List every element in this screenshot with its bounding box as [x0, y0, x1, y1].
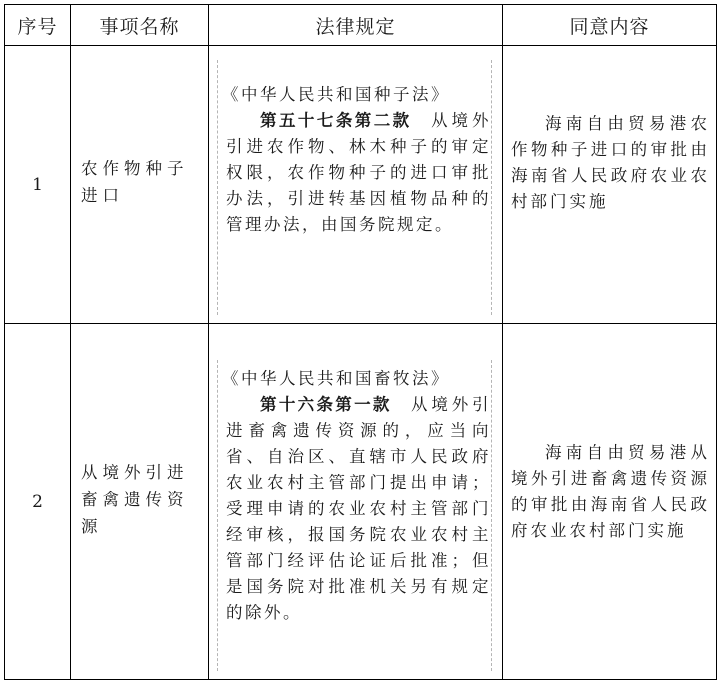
agreed-content: 海南自由贸易港从境外引进畜禽遗传资源的审批由海南省人民政府农业农村部门实施	[511, 442, 710, 540]
law-title: 《中华人民共和国种子法》	[222, 85, 450, 104]
header-index: 序号	[5, 5, 71, 46]
table-row	[5, 46, 717, 324]
agreed-content-cell	[503, 324, 717, 680]
law-text-frame	[217, 360, 492, 671]
approval-items-table	[4, 4, 717, 680]
row-index: 2	[5, 324, 71, 680]
law-body: 从境外引进农作物、林木种子的审定权限，农作物种子的进口审批办法，引进转基因植物品种的管理办法，由国务院规定。	[226, 111, 492, 234]
header-legal-provision: 法律规定	[209, 5, 503, 46]
law-text-frame	[217, 60, 492, 315]
legal-provision-text	[218, 360, 491, 626]
item-name-cell	[71, 324, 209, 680]
row-index: 1	[5, 46, 71, 324]
legal-provision-cell	[209, 46, 503, 324]
agreed-content-cell	[503, 46, 717, 324]
law-title: 《中华人民共和国畜牧法》	[222, 369, 450, 388]
header-agreed-content: 同意内容	[503, 5, 717, 46]
table-row	[5, 324, 717, 680]
agreed-content: 海南自由贸易港农作物种子进口的审批由海南省人民政府农业农村部门实施	[511, 113, 710, 211]
law-article: 第五十七条第二款	[260, 111, 412, 130]
item-name: 从境外引进畜禽遗传资源	[81, 463, 189, 536]
law-body: 从境外引进畜禽遗传资源的，应当向省、自治区、直辖市人民政府农业农村主管部门提出申请；受理申请的农业农村主管部门经审核，报国务院农业农村主管部门经评估论证后批准；但是国务院对批准机关另有规定的除外。	[226, 395, 492, 622]
legal-provision-cell	[209, 324, 503, 680]
item-name-cell	[71, 46, 209, 324]
header-item-name: 事项名称	[71, 5, 209, 46]
law-article: 第十六条第一款	[260, 395, 392, 414]
legal-provision-text	[218, 60, 491, 238]
item-name: 农作物种子进口	[81, 158, 189, 205]
table-header-row	[5, 5, 717, 46]
